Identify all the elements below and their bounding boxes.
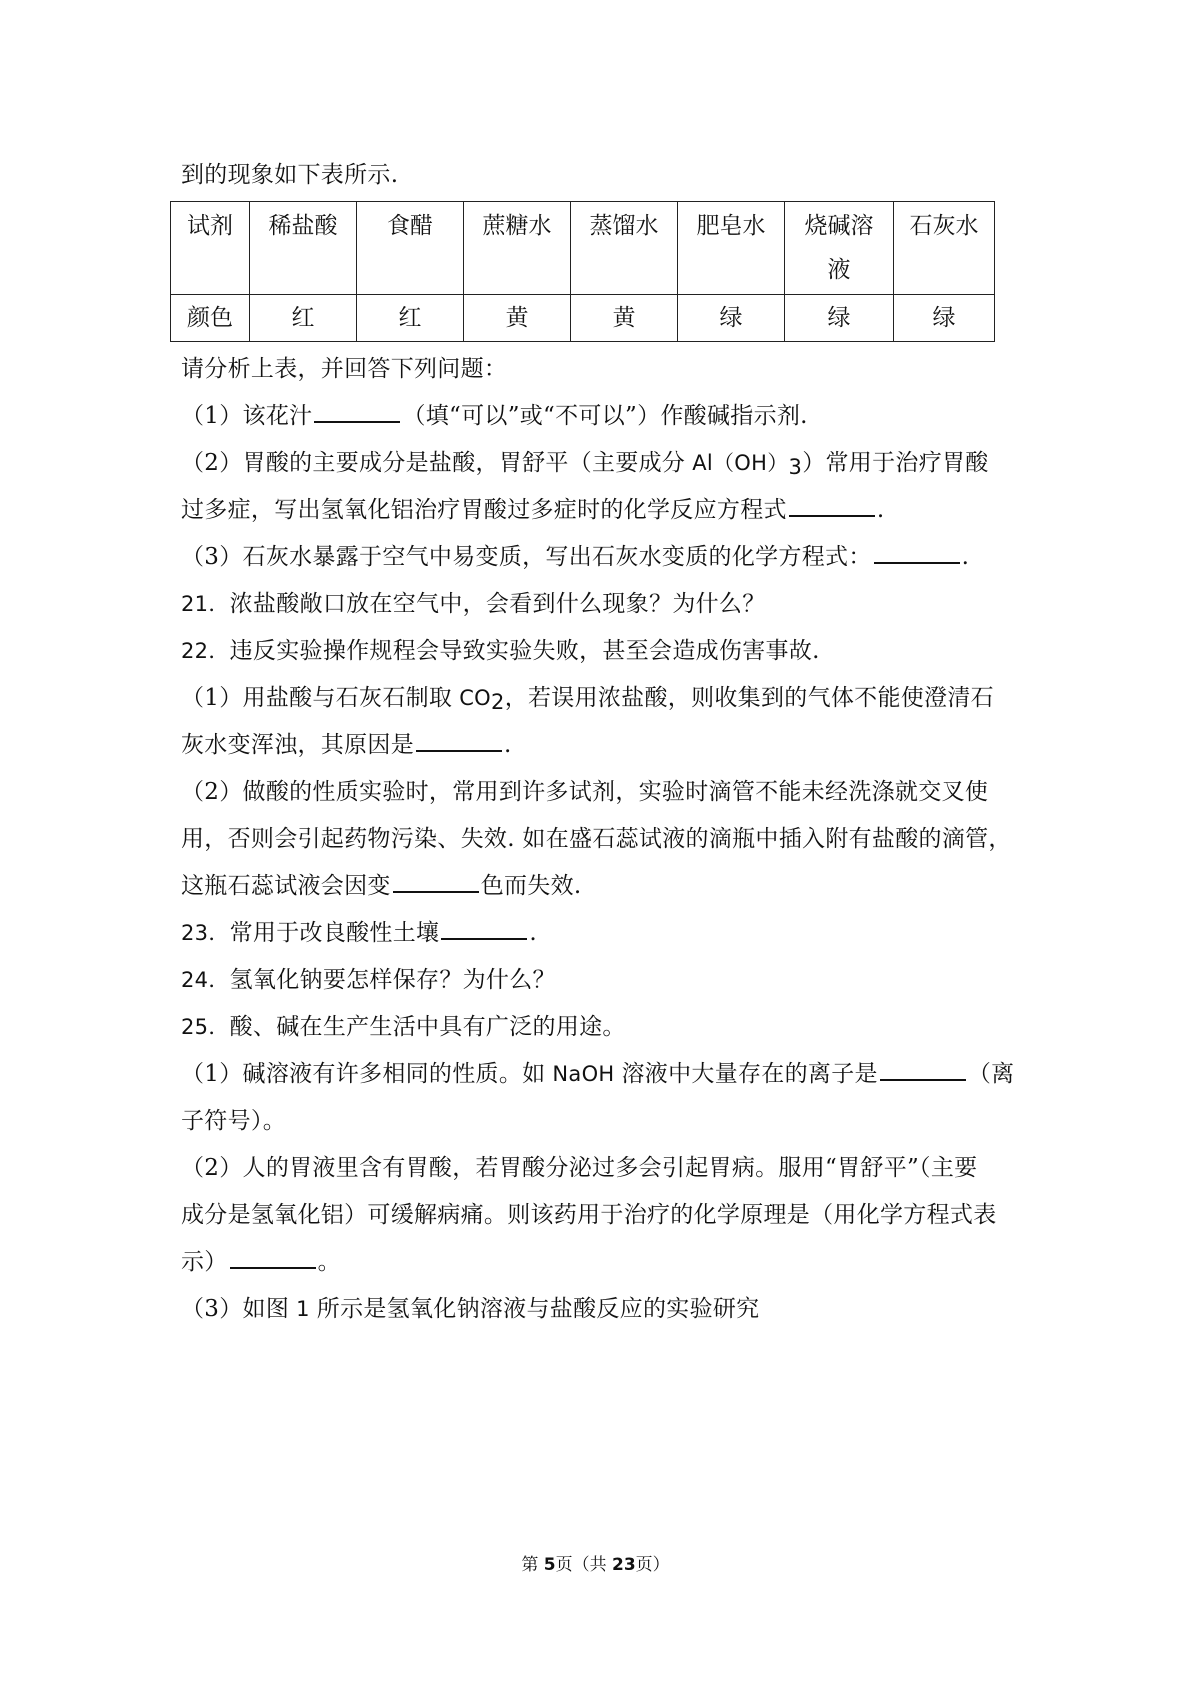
q25: 25．酸、碱在生产生活中具有广泛的用途。 <box>181 1014 626 1040</box>
question-number: 21． <box>181 592 230 616</box>
question-number: 25． <box>181 1015 230 1039</box>
q20-prompt: 请分析上表，并回答下列问题： <box>181 356 508 382</box>
q22-part2-line3: 这瓶石蕊试液会因变 色而失效. <box>181 863 1021 910</box>
table-cell-reagent: 蒸馏水 <box>571 202 678 295</box>
q20-part3: （3）石灰水暴露于空气中易变质，写出石灰水变质的化学方程式： . <box>181 534 1021 581</box>
table-cell-color-label: 颜色 <box>171 295 250 342</box>
table-cell-reagent: 石灰水 <box>894 202 995 295</box>
table-cell-color: 黄 <box>571 295 678 342</box>
phenomena-table <box>170 201 995 342</box>
q23: 23．常用于改良酸性土壤 . <box>181 910 1021 957</box>
q25-part3: （3）如图 1 所示是氢氧化钠溶液与盐酸反应的实验研究 <box>181 1296 760 1322</box>
page-content <box>181 152 1021 1333</box>
table-cell-reagent: 食醋 <box>357 202 464 295</box>
table-cell-color: 绿 <box>678 295 785 342</box>
table-cell-color: 绿 <box>894 295 995 342</box>
q22: 22．违反实验操作规程会导致实验失败，甚至会造成伤害事故. <box>181 638 820 664</box>
question-number: 24． <box>181 968 230 992</box>
question-number: 22． <box>181 639 230 663</box>
q24: 24．氢氧化钠要怎样保存？为什么？ <box>181 967 556 993</box>
q25-part1-line2: 子符号）。 <box>181 1108 286 1134</box>
q22-part1-line1: （1）用盐酸与石灰石制取 $CO_2$，若误用浓盐酸，则收集到的气体不能使澄清石 <box>181 685 994 714</box>
table-cell-reagent: 稀盐酸 <box>250 202 357 295</box>
answer-blank[interactable] <box>230 1243 316 1269</box>
table-cell-color: 红 <box>250 295 357 342</box>
q25-part2-line1: （2）人的胃液里含有胃酸，若胃酸分泌过多会引起胃病。服用“胃舒平”（主要 <box>181 1155 978 1181</box>
q22-part1-line2: 灰水变浑浊，其原因是 . <box>181 722 1021 769</box>
q20-part2-line1: （2）胃酸的主要成分是盐酸，胃舒平（主要成分 $Al(OH)_3$）常用于治疗胃酸 <box>181 450 989 479</box>
answer-blank[interactable] <box>789 491 875 517</box>
table-row-reagents <box>171 202 995 295</box>
table-cell-color: 红 <box>357 295 464 342</box>
q25-part1-line1: （1）碱溶液有许多相同的性质。如 NaOH 溶液中大量存在的离子是 （离 <box>181 1051 1021 1098</box>
q21: 21．浓盐酸敞口放在空气中，会看到什么现象？为什么？ <box>181 591 766 617</box>
q20-part1: （1）该花汁 （填“可以”或“不可以”）作酸碱指示剂. <box>181 393 1021 440</box>
table-cell-reagent: 蔗糖水 <box>464 202 571 295</box>
table-cell-color: 黄 <box>464 295 571 342</box>
answer-blank[interactable] <box>416 726 502 752</box>
table-cell-color: 绿 <box>785 295 894 342</box>
q20-part2-line2: 过多症，写出氢氧化铝治疗胃酸过多症时的化学反应方程式 . <box>181 487 1021 534</box>
q25-part2-line3: 示） 。 <box>181 1239 1021 1286</box>
q25-part2-line2: 成分是氢氧化铝）可缓解病痛。则该药用于治疗的化学原理是（用化学方程式表 <box>181 1202 997 1228</box>
answer-blank[interactable] <box>314 397 400 423</box>
question-number: 23． <box>181 921 230 945</box>
intro-text: 到的现象如下表所示. <box>181 162 399 188</box>
page-footer: 第 5页（共 23页） <box>521 1555 670 1575</box>
table-cell-reagent: 烧碱溶 液 <box>785 202 894 295</box>
table-row-colors <box>171 295 995 342</box>
table-cell-header-label: 试剂 <box>171 202 250 295</box>
q22-part2-line2: 用，否则会引起药物污染、失效. 如在盛石蕊试液的滴瓶中插入附有盐酸的滴管， <box>181 826 1012 852</box>
answer-blank[interactable] <box>880 1055 966 1081</box>
answer-blank[interactable] <box>874 538 960 564</box>
answer-blank[interactable] <box>441 914 527 940</box>
q22-part2-line1: （2）做酸的性质实验时，常用到许多试剂，实验时滴管不能未经洗涤就交叉使 <box>181 779 989 805</box>
page-total: 23 <box>611 1555 636 1575</box>
page-number: 5 <box>543 1555 556 1575</box>
answer-blank[interactable] <box>393 867 479 893</box>
table-cell-reagent: 肥皂水 <box>678 202 785 295</box>
